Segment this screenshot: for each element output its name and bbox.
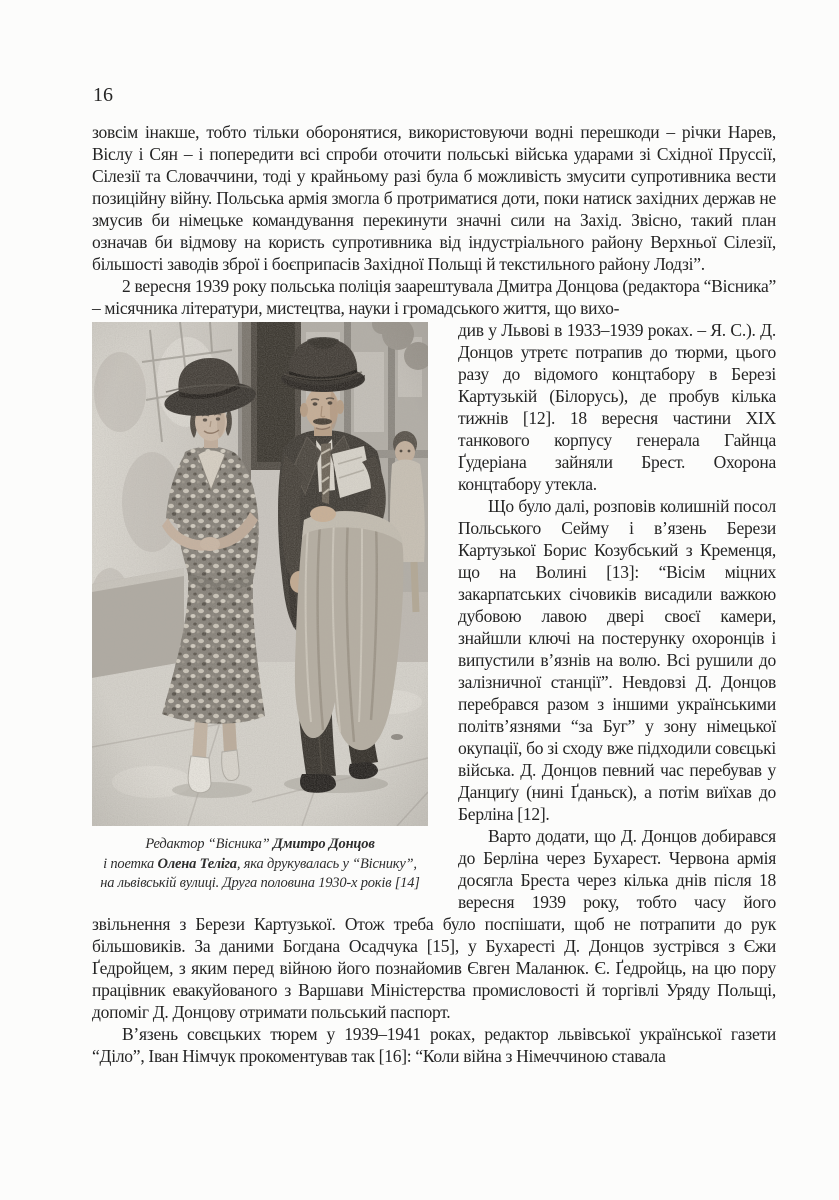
caption-line2 <box>103 856 417 872</box>
page-content <box>92 121 776 1067</box>
caption-line3: на львівській вулиці. Друга половина 1930-х років [14] <box>100 875 420 891</box>
caption-line1 <box>145 836 374 852</box>
paragraph-continuation: зовсім інакше, тобто тільки оборонятися, використовуючи водні перешкоди – річки Нарев, Віслу і Сян – і попередити всі спроби оточити польські війська ударами зі Східної Пруссії, Сілезії та Словаччини, тоді у крайньому разі була б можливість змусити супротивника вести позиційну війну. Польська армія змогла б протриматися доти, поки натиск західних держав не змусив би німецьке командування перекинути значні сили на Захід. Звісно, такий план означав би відмову на користь супротивника від індустріального району Верхньої Сілезії, більшості заводів зброї і боєприпасів Західної Польщі й текстильного району Лодзі”. <box>92 122 776 274</box>
caption-name-dontsov: Дмитро Донцов <box>272 836 375 852</box>
paragraph-arrest-continuation: див у Львові в 1933–1939 роках. – Я. С.). Д. Донцов утретє потрапив до тюрми, цього разу до відомого концтабору в Березі Картузькій (Білорусь), де пробув кілька тижнів [12]. 18 вересня частини XIX танкового корпусу генерала Гайнца Ґудеріана зайняли Брест. Охорона концтабору утекла. <box>458 320 776 494</box>
photo-text-flow <box>92 319 776 1067</box>
page-number: 16 <box>93 84 113 106</box>
caption-name-teliha: Олена Теліга <box>157 855 237 872</box>
paragraph-kozubsky-account: Що було далі, розповів колишній посол Польського Сейму і в’язень Берези Картузької Борис Козубський з Кременця, що на Волині [13]: “Вісім міцних закарпатських січовиків висадили важкою дубовою лавою двері своєї камери, знайшли ключі на постерунку охоронців і випустили в’язнів на волю. Всі рушили до залізничної станції”. Невдовзі Д. Донцов перебрався разом з іншими українськими політв’язнями “за Буг” у зону німецької окупації, бо зі сходу вже підходили совєцькі війська. Д. Донцов певний час перебував у Данциґу (нині Ґданьск), а потім виїхав до Берліна [12]. <box>458 496 776 824</box>
caption-text: , яка друкувалась у “Віснику”, <box>236 855 417 872</box>
street-photo-illustration <box>92 322 428 826</box>
paragraph-bucharest: Варто додати, що Д. Донцов добирався до Берліна через Бухарест. Червона армія досягла Бреста через кілька днів після 18 вересня 1939 року, тобто часу його звільнення з Берези Картузької. Отож треба було поспішати, щоб не потрапити до рук більшовиків. За даними Богдана Осадчука [15], у Бухаресті Д. Донцов зустрівся з Єжи Ґедройцем, з яким перед війною його познайомив Євген Маланюк. Є. Ґедройць, на цю пору працівник евакуйованого з Варшави Міністерства промисловості й торгівлі Уряду Польщі, допоміг Д. Донцову отримати польський паспорт. <box>92 826 776 1022</box>
photo-caption <box>92 835 428 894</box>
photo-figure <box>92 322 428 894</box>
paragraph-arrest-intro: 2 вересня 1939 року польська поліція заарештувала Дмитра Донцова (редактора “Вісника” – місячника літератури, мистецтва, науки і громадського життя, що вихо- <box>92 276 776 318</box>
paragraph-nimchuk: В’язень совєцьких тюрем у 1939–1941 роках, редактор львівської української газети “Діло”, Іван Німчук прокоментував так [16]: “Коли війна з Німеччиною ставала <box>92 1024 776 1066</box>
caption-text: Редактор “Вісника” <box>145 836 273 852</box>
street-photo <box>92 322 428 826</box>
caption-text: і поетка <box>103 855 158 872</box>
